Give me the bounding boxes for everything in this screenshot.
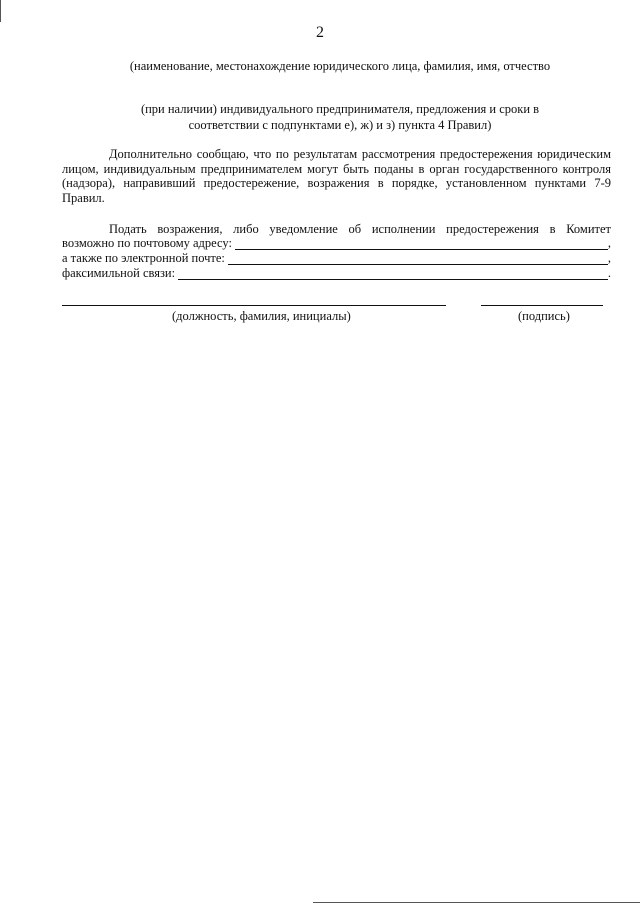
postal-address-label: возможно по почтовому адресу: <box>62 236 232 250</box>
postal-address-end: , <box>607 236 611 250</box>
signature-line <box>481 305 603 306</box>
fax-blank <box>178 268 608 280</box>
postal-address-blank <box>235 238 608 250</box>
page-bottom-edge <box>313 902 640 903</box>
header-note-line-1: (наименование, местонахождение юридического лица, фамилия, имя, отчество <box>129 59 551 73</box>
header-note-line-2: (при наличии) индивидуального предпринимателя, предложения и сроки в <box>140 102 540 116</box>
fax-label: факсимильной связи: <box>62 266 176 280</box>
fax-line <box>62 266 611 280</box>
email-end: , <box>607 251 611 265</box>
paragraph-additional-info: Дополнительно сообщаю, что по результатам рассмотрения предостережения юридическим лицом, индивидуальным предпринимателем могут быть поданы в орган государственного контроля (надзора), направивший предостережение, возражения в порядке, установленном пунктами 7-9 Правил. <box>62 147 611 205</box>
email-line <box>62 251 611 265</box>
fax-end: . <box>607 266 611 280</box>
paragraph-submit-intro: Подать возражения, либо уведомление об исполнении предостережения в Комитет <box>109 222 611 236</box>
position-caption: (должность, фамилия, инициалы) <box>172 309 351 323</box>
header-note-line-3: соответствии с подпунктами е), ж) и з) пункта 4 Правил) <box>188 118 492 132</box>
page-number: 2 <box>316 24 324 41</box>
position-signature-line <box>62 305 446 306</box>
email-blank <box>228 253 608 265</box>
postal-address-line <box>62 236 611 250</box>
signature-caption: (подпись) <box>518 309 570 323</box>
email-label: а также по электронной почте: <box>62 251 225 265</box>
page-edge-mark <box>0 0 1 22</box>
